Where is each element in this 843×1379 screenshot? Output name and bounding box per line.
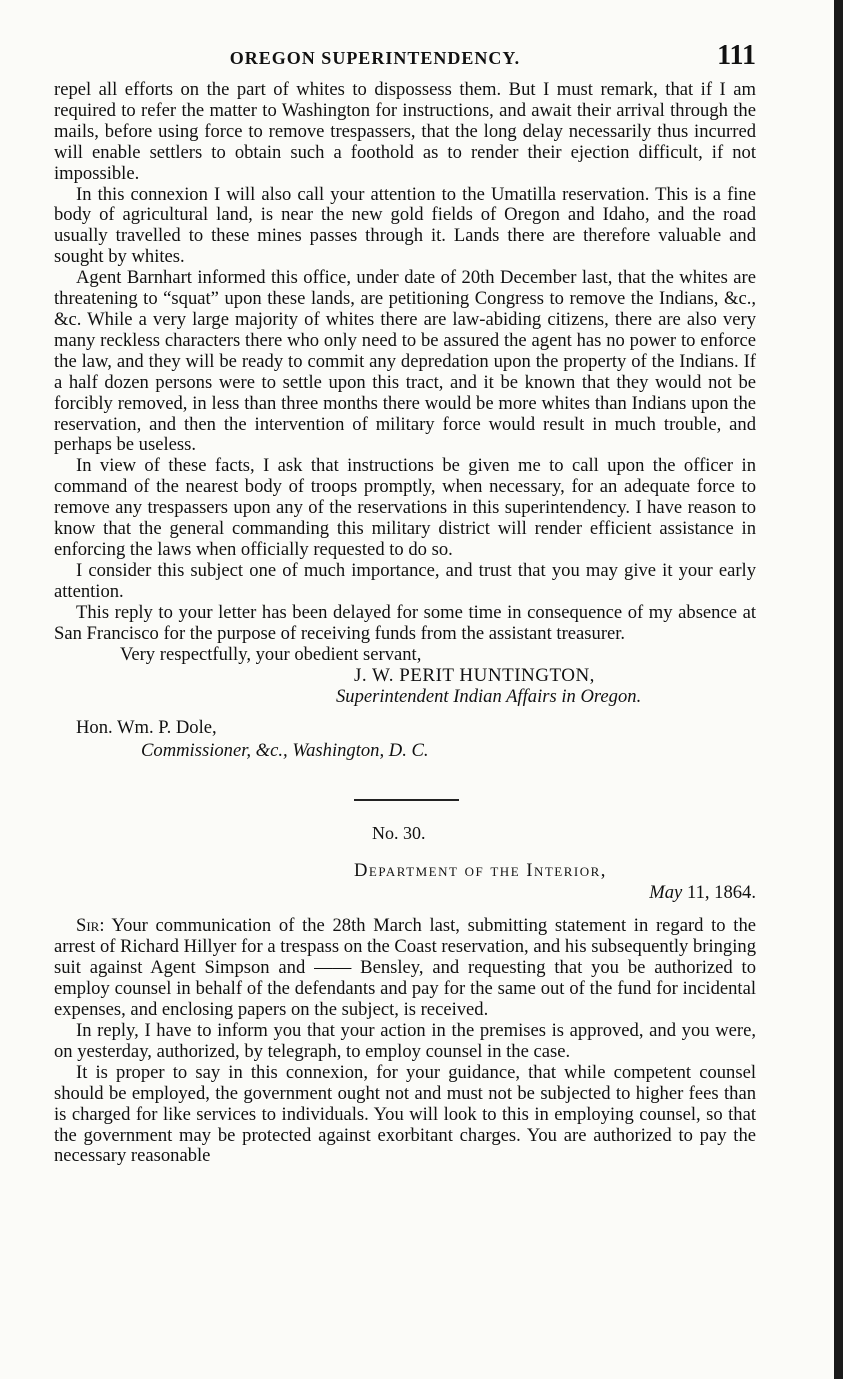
paragraph: It is proper to say in this connexion, for your guidance, that while competent counsel should be employed, the government ought not and must not be subjected to higher fees than is charged for like services to individuals. You will look to this in employing counsel, so that the government may be protected against exorbitant charges. You are authorized to pay the necessary reasonable [54, 1061, 756, 1167]
paragraph [54, 916, 756, 1021]
addressee-title: Commissioner, &c., Washington, D. C. [141, 740, 429, 762]
letter-date [54, 882, 756, 904]
paragraph-text: Your communication of the 28th March last, submitting statement in regard to the arrest of Richard Hillyer for a trespass on the Coast reservation, and his subsequently bringing suit against Agent Simpson and —— Bensley, and requesting that you be authorized to employ counsel in behalf of the defendants and pay for the same out of the fund for incidental expenses, and enclosing papers on the subject, is received. [54, 915, 756, 1021]
salutation: Sir: [76, 915, 105, 937]
letter-one [54, 80, 756, 762]
document-page [54, 40, 756, 1167]
addressee-block [54, 716, 756, 762]
signature-name: J. W. PERIT HUNTINGTON, [354, 665, 595, 687]
date-rest: 11, 1864. [682, 882, 756, 904]
section-divider [354, 799, 459, 801]
paragraph: repel all efforts on the part of whites to dispossess them. But I must remark, that if I am required to refer the matter to Washington for instructions, and await their arrival through the mails, before using force to remove trespassers, that the long delay necessarily thus incurred will enable settlers to obtain such a foothold as to render their ejection difficult, if not impossible. [54, 79, 756, 184]
signature-title: Superintendent Indian Affairs in Oregon. [336, 686, 642, 708]
closing-block [54, 644, 756, 707]
paragraph: In view of these facts, I ask that instructions be given me to call upon the officer in command of the nearest body of troops promptly, when necessary, for an adequate force to remove any trespassers upon any of the reservations in this superintendency. I have reason to know that the general commanding this military district will render efficient assistance in enforcing the laws when officially requested to do so. [54, 455, 756, 560]
running-title: OREGON SUPERINTENDENCY. [229, 48, 521, 68]
paragraph: In this connexion I will also call your attention to the Umatilla reservation. This is a fine body of agricultural land, is near the new gold fields of Oregon and Idaho, and the road usually travelled to these mines passes through it. Lands there are therefore valuable and sought by whites. [54, 183, 756, 268]
paragraph: In reply, I have to inform you that your action in the premises is approved, and you were, on yesterday, authorized, by telegraph, to employ counsel in the case. [54, 1020, 756, 1062]
paragraph: This reply to your letter has been delayed for some time in consequence of my absence at San Francisco for the purpose of receiving funds from the assistant treasurer. [54, 601, 756, 644]
paragraph: I consider this subject one of much importance, and trust that you may give it your early attention. [54, 559, 756, 602]
date-month: May [649, 882, 683, 904]
addressee-name: Hon. Wm. P. Dole, [76, 717, 217, 739]
paragraph: Agent Barnhart informed this office, under date of 20th December last, that the whites are threatening to “squat” upon these lands, are petitioning Congress to remove the Indians, &c., &c. While a very large majority of whites there are law-abiding citizens, there are also very many reckless characters there who only need to be assured the agent has no power to enforce the law, and they will be ready to commit any depredation upon the property of the Indians. If a half dozen persons were to settle upon this tract, and it be known that they would not be forcibly removed, in less than three months there would be more whites than Indians upon the reservation, and then the intervention of military force would result in much trouble, and perhaps be useless. [54, 267, 756, 456]
department-name: Department of the Interior, [354, 860, 607, 882]
scan-page-edge [834, 0, 843, 1379]
page-number: 111 [717, 40, 756, 71]
running-header [54, 40, 756, 80]
letter-heading [54, 860, 756, 904]
closing-line: Very respectfully, your obedient servant, [120, 644, 422, 666]
letter-two [54, 916, 756, 1167]
document-number: No. 30. [372, 823, 426, 844]
